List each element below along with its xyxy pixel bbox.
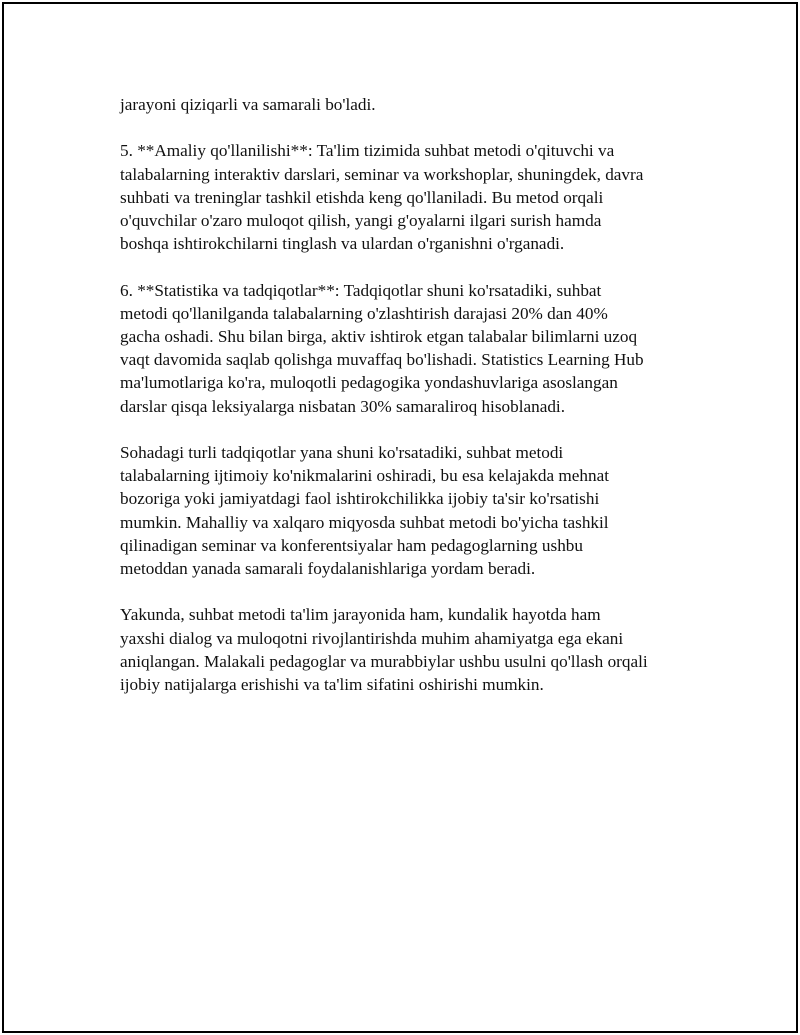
paragraph-conclusion: Yakunda, suhbat metodi ta'lim jarayonida ham, kundalik hayotda ham yaxshi dialog va muloqotni rivojlantirishda muhim ahamiyatga ega ekani aniqlangan. Malakali pedagoglar va murabbiylar ushbu usulni qo'llash orqali ijobiy natijalarga erishishi va ta'lim sifatini oshirishi mumkin.: [120, 605, 648, 695]
paragraph-practical-application: 5. **Amaliy qo'llanilishi**: Ta'lim tizimida suhbat metodi o'qituvchi va talabalarning interaktiv darslari, seminar va workshoplar, shuningdek, davra suhbati va treninglar tashkil etishda keng qo'llaniladi. Bu metod orqali o'quvchilar o'zaro muloqot qilish, yangi g'oyalarni ilgari surish hamda boshqa ishtirokchilarni tinglash va ulardan o'rganishni o'rganadi.: [120, 141, 644, 254]
paragraph-statistics-research: 6. **Statistika va tadqiqotlar**: Tadqiqotlar shuni ko'rsatadiki, suhbat metodi qo'llanilganda talabalarning o'zlashtirish darajasi 20% dan 40% gacha oshadi. Shu bilan birga, aktiv ishtirok etgan talabalar bilimlarni uzoq vaqt davomida saqlab qolishga muvaffaq bo'lishadi. Statistics Learning Hub ma'lumotlariga ko'ra, muloqotli pedagogika yondashuvlariga asoslangan darslar qisqa leksiyalarga nisbatan 30% samaraliroq hisoblanadi.: [120, 280, 644, 416]
document-body: [120, 93, 710, 719]
page-frame: [2, 2, 798, 1033]
paragraph-various-research: Sohadagi turli tadqiqotlar yana shuni ko'rsatadiki, suhbat metodi talabalarning ijtimoiy ko'nikmalarini oshiradi, bu esa kelajakda mehnat bozoriga yoki jamiyatdagi faol ishtirokchilikka ijobiy ta'sir ko'rsatishi mumkin. Mahalliy va xalqaro miqyosda suhbat metodi bo'yicha tashkil qilinadigan seminar va konferentsiyalar ham pedagoglarning ushbu metoddan yanada samarali foydalanishlariga yordam beradi.: [120, 443, 609, 579]
paragraph-continuation: jarayoni qiziqarli va samarali bo'ladi.: [120, 95, 376, 114]
